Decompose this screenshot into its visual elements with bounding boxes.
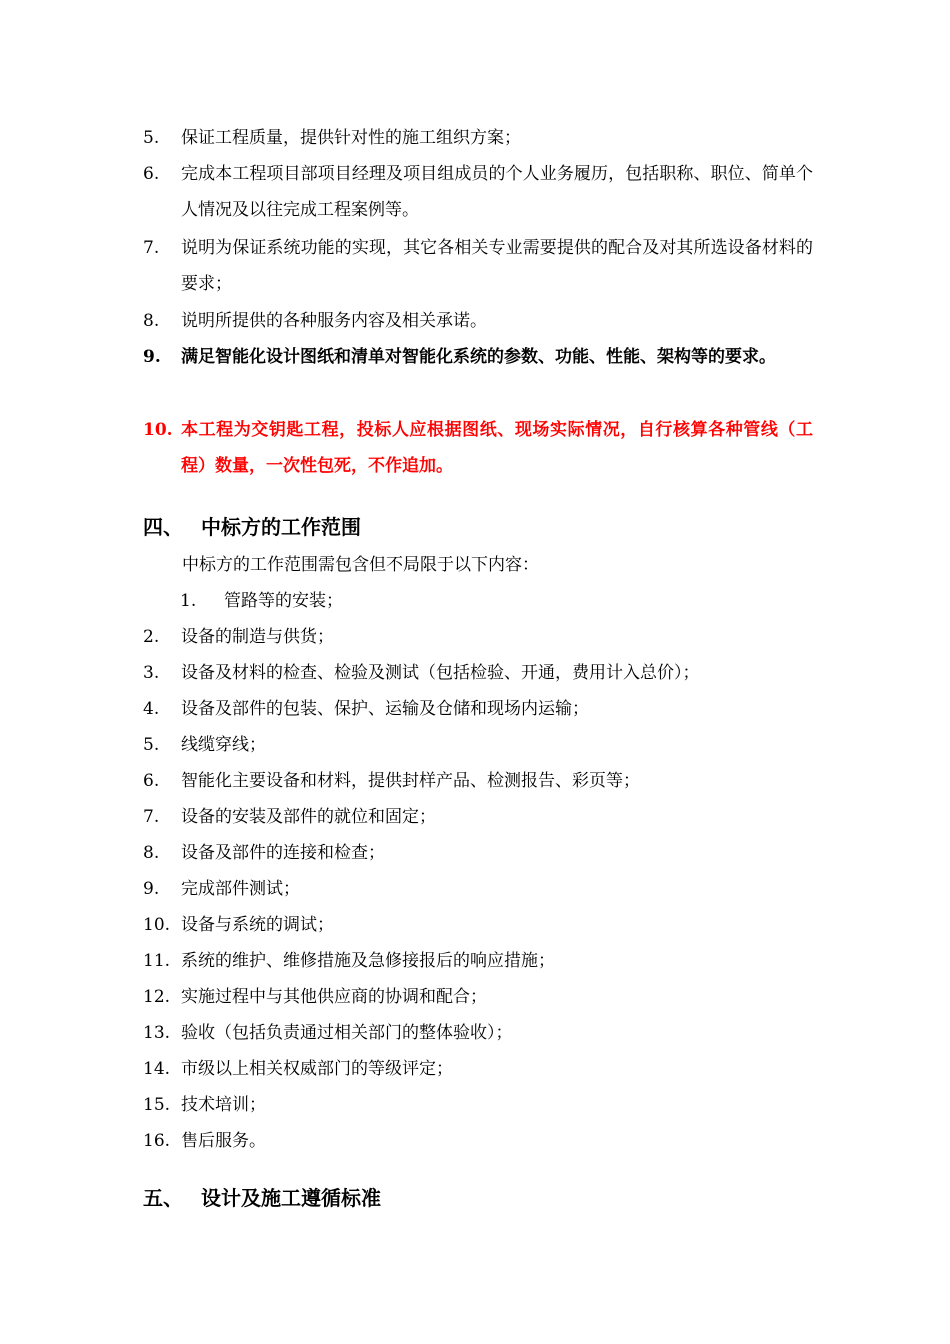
item-text: 设备与系统的调试； xyxy=(181,915,334,935)
list-item xyxy=(143,1054,453,1084)
list-item xyxy=(143,230,813,302)
list-item xyxy=(143,120,813,156)
item-text: 售后服务。 xyxy=(181,1131,266,1151)
item-text: 满足智能化设计图纸和清单对智能化系统的参数、功能、性能、架构等的要求。 xyxy=(181,347,776,367)
item-text: 设备的制造与供货； xyxy=(181,627,334,647)
list-item xyxy=(143,910,334,940)
item-text: 设备的安装及部件的就位和固定； xyxy=(181,807,436,827)
item-text: 本工程为交钥匙工程，投标人应根据图纸、现场实际情况，自行核算各种管线（工程）数量，一次性包死，不作追加。 xyxy=(181,420,813,476)
section-intro: 中标方的工作范围需包含但不局限于以下内容： xyxy=(182,555,539,575)
item-number: 9. xyxy=(143,347,161,367)
item-number: 16. xyxy=(143,1131,171,1151)
list-item xyxy=(143,946,555,976)
item-number: 9. xyxy=(143,879,160,899)
item-text: 验收（包括负责通过相关部门的整体验收）； xyxy=(181,1023,513,1043)
item-number: 6. xyxy=(143,771,160,791)
list-item-bold xyxy=(143,339,813,375)
section-number: 五、 xyxy=(143,1186,183,1210)
item-number: 8. xyxy=(143,311,160,331)
item-number: 12. xyxy=(143,987,171,1007)
item-text: 保证工程质量，提供针对性的施工组织方案； xyxy=(181,128,521,148)
item-number: 7. xyxy=(143,807,160,827)
item-number: 5. xyxy=(143,128,160,148)
item-number: 8. xyxy=(143,843,160,863)
item-number: 14. xyxy=(143,1059,171,1079)
item-number: 6. xyxy=(143,164,160,184)
item-text: 市级以上相关权威部门的等级评定； xyxy=(181,1059,453,1079)
item-text: 实施过程中与其他供应商的协调和配合； xyxy=(181,987,487,1007)
item-text: 完成部件测试； xyxy=(181,879,300,899)
item-text: 设备及部件的包装、保护、运输及仓储和现场内运输； xyxy=(181,699,589,719)
item-number: 1. xyxy=(180,591,197,611)
list-item xyxy=(143,982,487,1012)
item-text: 设备及部件的连接和检查； xyxy=(181,843,385,863)
item-text: 技术培训； xyxy=(181,1095,266,1115)
list-item xyxy=(180,586,343,616)
item-text: 说明为保证系统功能的实现，其它各相关专业需要提供的配合及对其所选设备材料的要求； xyxy=(181,238,813,294)
list-item xyxy=(143,156,813,228)
list-item xyxy=(143,838,385,868)
item-number: 2. xyxy=(143,627,160,647)
section-title: 设计及施工遵循标准 xyxy=(201,1186,381,1210)
item-number: 3. xyxy=(143,663,160,683)
item-number: 13. xyxy=(143,1023,171,1043)
section-heading xyxy=(143,512,361,542)
section-title: 中标方的工作范围 xyxy=(201,515,361,539)
list-item xyxy=(143,694,589,724)
item-number: 10. xyxy=(143,915,171,935)
item-text: 说明所提供的各种服务内容及相关承诺。 xyxy=(181,311,487,331)
item-number: 10. xyxy=(143,420,173,440)
list-item xyxy=(143,303,813,339)
list-item xyxy=(143,1018,513,1048)
section-number: 四、 xyxy=(143,515,183,539)
item-number: 5. xyxy=(143,735,160,755)
item-text: 智能化主要设备和材料，提供封样产品、检测报告、彩页等； xyxy=(181,771,640,791)
item-number: 7. xyxy=(143,238,160,258)
list-item xyxy=(143,766,640,796)
item-text: 系统的维护、维修措施及急修接报后的响应措施； xyxy=(181,951,555,971)
item-text: 完成本工程项目部项目经理及项目组成员的个人业务履历，包括职称、职位、简单个人情况及以往完成工程案例等。 xyxy=(181,164,813,220)
item-text: 管路等的安装； xyxy=(224,591,343,611)
list-item xyxy=(143,622,334,652)
item-text: 设备及材料的检查、检验及测试（包括检验、开通，费用计入总价）； xyxy=(181,663,700,683)
section-heading xyxy=(143,1183,381,1213)
list-item-highlight xyxy=(143,412,813,484)
item-number: 11. xyxy=(143,951,171,971)
list-item xyxy=(143,1090,266,1120)
list-item xyxy=(143,1126,266,1156)
item-text: 线缆穿线； xyxy=(181,735,266,755)
item-number: 4. xyxy=(143,699,160,719)
list-item xyxy=(143,730,266,760)
list-item xyxy=(143,802,436,832)
item-number: 15. xyxy=(143,1095,171,1115)
list-item xyxy=(143,658,700,688)
list-item xyxy=(143,874,300,904)
